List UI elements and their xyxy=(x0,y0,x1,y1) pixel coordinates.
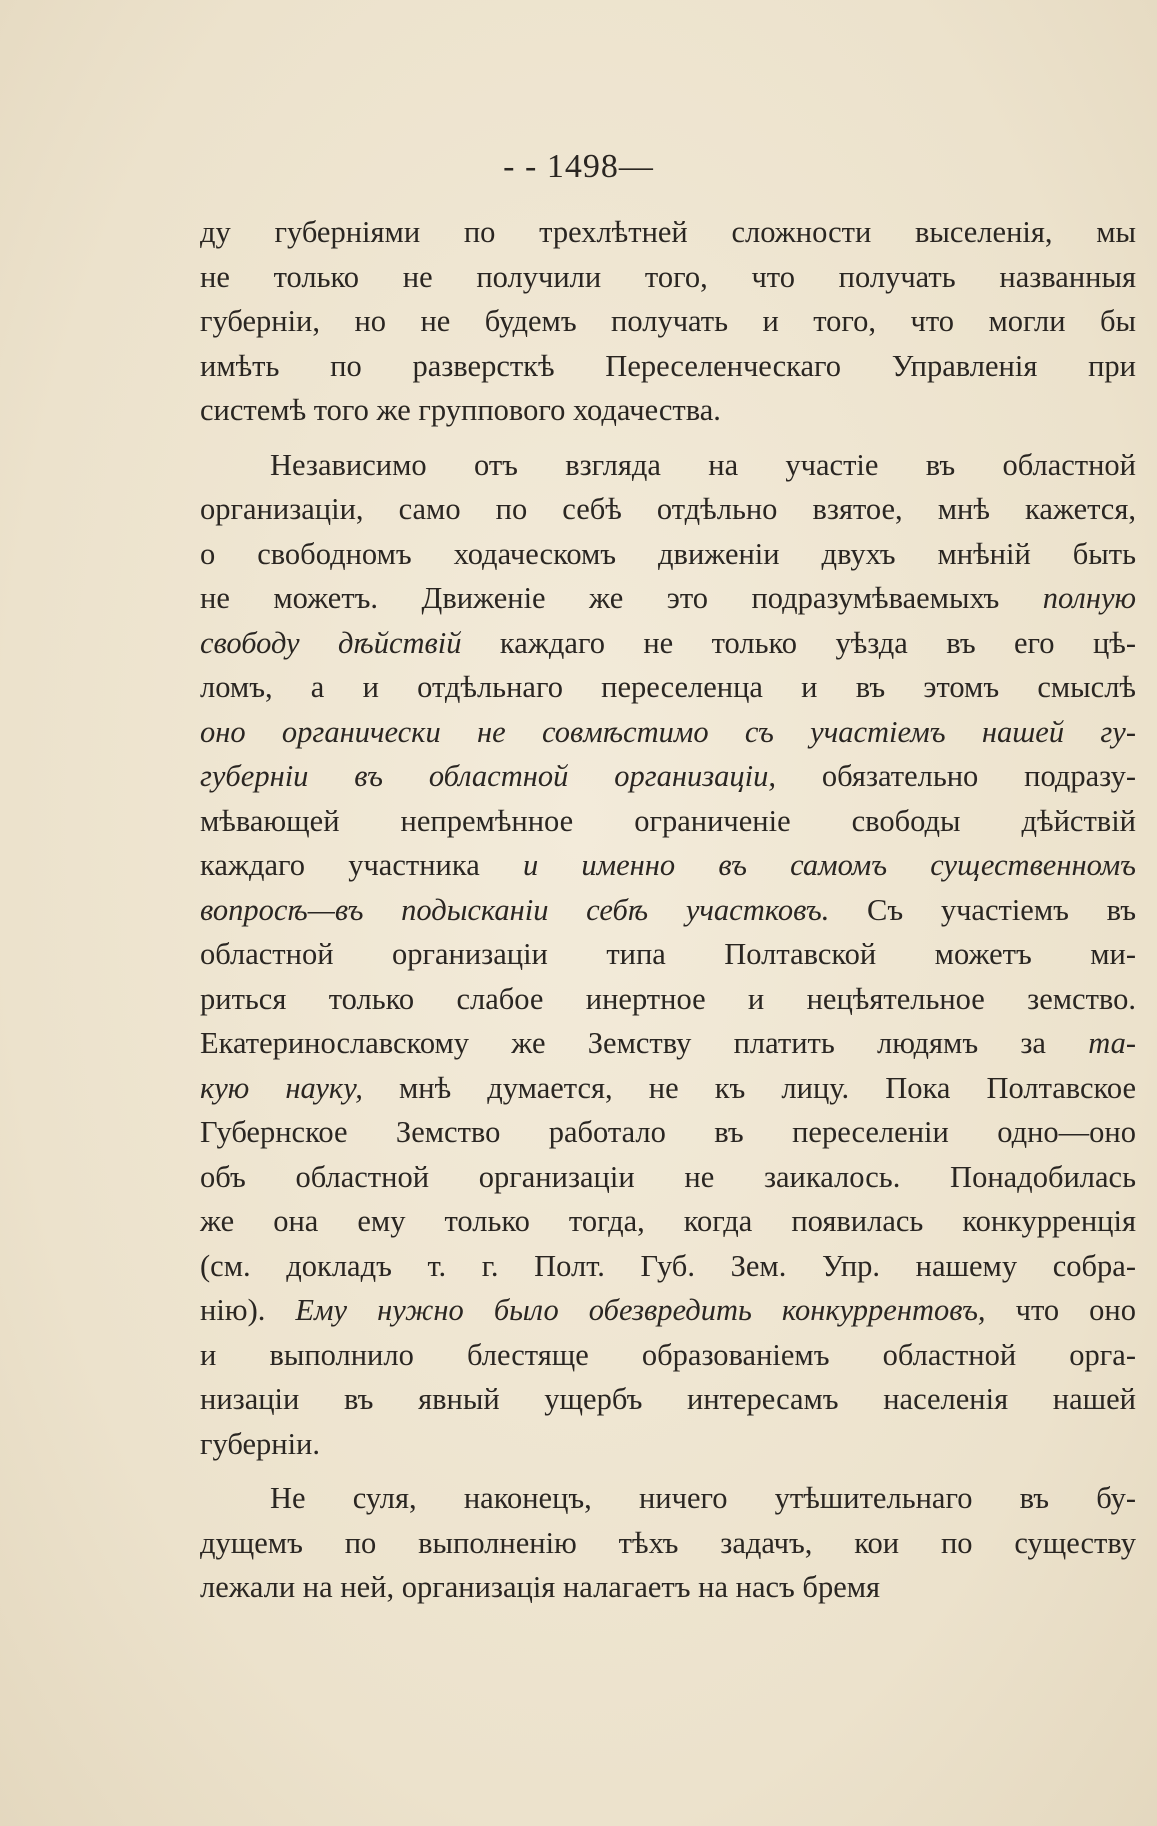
text-run: объ областной организаціи не заикалось. Понадобилась xyxy=(200,1159,1136,1194)
text-line xyxy=(200,1333,1136,1378)
text-line xyxy=(200,576,1136,621)
text-run: что оно xyxy=(985,1293,1136,1327)
text-line xyxy=(200,888,1136,933)
text-run: губерніи, но не будемъ получать и того, что могли бы xyxy=(200,304,1136,338)
text-run: организаціи, само по себѣ отдѣльно взятое, мнѣ кажется, xyxy=(200,492,1136,526)
text-line xyxy=(200,1422,1136,1467)
italic-text: и именно въ самомъ существенномъ xyxy=(522,848,1136,882)
text-run: не только не получили того, что получать названныя xyxy=(200,259,1136,294)
text-line xyxy=(200,1476,1136,1521)
text-run: мѣвающей непремѣнное ограниченіе свободы дѣйствій xyxy=(200,803,1136,838)
italic-text: кую науку, xyxy=(200,1070,363,1105)
paragraph xyxy=(200,1476,1136,1610)
italic-text: Ему нужно было обезвредить конкуррентовъ, xyxy=(295,1293,986,1327)
page-number: - - 1498— xyxy=(503,148,654,185)
italic-text: полную xyxy=(1042,581,1136,615)
text-run: и выполнило блестяще образованіемъ областной орга- xyxy=(200,1337,1136,1372)
text-line xyxy=(200,299,1136,344)
text-line xyxy=(200,443,1136,488)
text-run: каждаго не только уѣзда въ его цѣ- xyxy=(461,625,1136,660)
text-run: Губернское Земство работало въ переселеніи одно—оно xyxy=(200,1115,1136,1149)
text-run: каждаго участника xyxy=(200,848,523,882)
italic-text: губерніи въ областной организаціи, xyxy=(200,759,777,793)
text-run: Не суля, наконецъ, ничего утѣшительнаго въ бу- xyxy=(270,1481,1136,1515)
text-run: имѣть по разверсткѣ Переселенческаго Управленія при xyxy=(200,348,1136,383)
text-line xyxy=(200,210,1136,255)
text-run: областной организаціи типа Полтавской можетъ ми- xyxy=(200,937,1136,971)
italic-text: та- xyxy=(1088,1026,1136,1060)
text-line xyxy=(200,843,1136,888)
text-run: (см. докладъ т. г. Полт. Губ. Зем. Упр. нашему собра- xyxy=(200,1248,1136,1283)
text-line xyxy=(200,1021,1136,1066)
text-run: мнѣ думается, не къ лицу. Пока Полтавское xyxy=(362,1070,1136,1105)
text-run: губерніи. xyxy=(200,1426,321,1461)
text-line xyxy=(200,1066,1136,1111)
text-line xyxy=(200,932,1136,977)
text-run: ду губерніями по трехлѣтней сложности выселенія, мы xyxy=(200,215,1136,249)
text-run: системѣ того же группового ходачества. xyxy=(200,393,721,427)
text-run: ломъ, а и отдѣльнаго переселенца и въ этомъ смыслѣ xyxy=(200,670,1136,704)
body-text xyxy=(200,210,1136,1610)
paragraph xyxy=(200,210,1136,433)
text-line xyxy=(200,621,1136,666)
paragraph xyxy=(200,443,1136,1467)
text-run: Екатеринославскому же Земству платить людямъ за xyxy=(200,1026,1089,1060)
italic-text: вопросѣ—въ подысканіи себѣ участковъ. xyxy=(200,892,830,927)
text-line xyxy=(200,1565,1136,1610)
text-line xyxy=(200,1244,1136,1289)
text-run: не можетъ. Движеніе же это подразумѣваемыхъ xyxy=(200,581,1043,615)
text-line xyxy=(200,754,1136,799)
paragraph-gap xyxy=(200,433,1136,443)
text-run: о свободномъ ходаческомъ движеніи двухъ мнѣній быть xyxy=(200,536,1136,571)
paragraph-gap xyxy=(200,1466,1136,1476)
text-run: нію). xyxy=(200,1293,296,1327)
text-run: Съ участіемъ въ xyxy=(829,892,1137,927)
italic-text: свободу дѣйствій xyxy=(200,625,462,660)
text-line xyxy=(200,665,1136,710)
text-run: лежали на ней, организація налагаетъ на насъ бремя xyxy=(200,1570,881,1604)
text-run: Независимо отъ взгляда на участіе въ областной xyxy=(270,447,1136,482)
italic-text: оно органически не совмѣстимо съ участіемъ нашей гу- xyxy=(200,714,1136,749)
text-run: риться только слабое инертное и нецѣятельное земство. xyxy=(200,981,1136,1016)
text-line xyxy=(200,344,1136,389)
text-line xyxy=(200,1110,1136,1155)
text-line xyxy=(200,977,1136,1022)
text-line xyxy=(200,1377,1136,1422)
text-line xyxy=(200,532,1136,577)
text-line xyxy=(200,388,1136,433)
text-line xyxy=(200,1199,1136,1244)
text-run: низаціи въ явный ущербъ интересамъ населенія нашей xyxy=(200,1382,1136,1416)
text-run: же она ему только тогда, когда появилась конкурренція xyxy=(200,1204,1136,1238)
text-line xyxy=(200,710,1136,755)
text-line xyxy=(200,1155,1136,1200)
text-run: дущемъ по выполненію тѣхъ задачъ, кои по существу xyxy=(200,1525,1136,1560)
text-line xyxy=(200,487,1136,532)
text-line xyxy=(200,255,1136,300)
text-line xyxy=(200,1521,1136,1566)
text-line xyxy=(200,799,1136,844)
text-run: обязательно подразу- xyxy=(776,759,1136,793)
text-line xyxy=(200,1288,1136,1333)
